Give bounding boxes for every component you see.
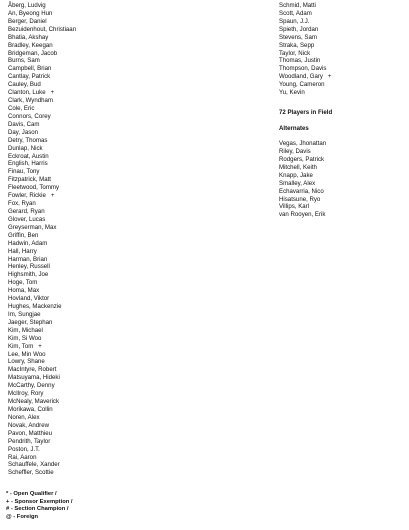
player-row [8,446,208,454]
player-row [8,248,208,256]
alternates-list [279,140,404,219]
player-row [8,2,208,10]
player-row [8,153,208,161]
player-row [8,469,208,477]
player-name: An, Byeong Hun [8,9,53,17]
player-row [8,137,208,145]
player-row [8,327,208,335]
player-name: Eckroat, Austin [8,152,49,160]
player-name: McNealy, Maverick [8,398,60,406]
player-name: English, Harris [8,160,48,168]
player-name: Åberg, Ludvig [8,2,46,9]
player-row [8,176,208,184]
player-name: Taylor, Nick [279,49,311,57]
player-name: Fitzpatrick, Matt [8,176,52,184]
player-row [8,168,208,176]
player-row [8,382,208,390]
player-name: Detry, Thomas [8,136,48,144]
player-name: Connors, Corey [8,112,51,120]
player-row [8,224,208,232]
player-row [8,454,208,462]
player-name: Hovland, Viktor [8,295,50,303]
player-name: MacIntyre, Robert [8,366,57,374]
legend-line: # - Section Champion / [6,506,69,512]
legend-line: @ - Foreign [6,513,39,520]
player-row [8,422,208,430]
player-row [8,303,208,311]
spacer [279,117,404,124]
player-name: Schauffele, Xander [8,461,60,469]
player-row [8,113,208,121]
alternate-row: Rodgers, Patrick [279,155,325,163]
players-column-right [279,2,404,219]
player-row [8,18,208,26]
player-name: Stevens, Sam [279,33,317,41]
player-name: Pendrith, Taylor [8,437,51,445]
player-name: Young, Cameron [279,81,325,89]
player-name: Cantlay, Patrick [8,73,51,81]
player-row [8,351,208,359]
player-name: Dunlap, Nick [8,144,43,152]
player-row [8,73,208,81]
player-name: Hall, Harry [8,247,37,255]
players-list-right [279,2,404,97]
player-name: Morikawa, Collin [8,406,53,414]
player-name: Kim, Tom [8,342,34,350]
player-name: McCarthy, Denny [8,382,55,390]
legend-line: + - Sponsor Exemption / [6,498,73,505]
player-row [8,129,208,137]
player-name: Bezuidenhout, Christiaan [8,25,77,33]
player-name: Campbell, Brian [8,65,52,73]
player-row [8,374,208,382]
alternate-row: Vegas, Jhonattan [279,140,327,148]
player-row [8,430,208,438]
player-name: Fowler, Rickie [8,192,46,200]
player-name: Fox, Ryan [8,200,36,208]
player-name: Rai, Aaron [8,453,37,461]
player-row [8,319,208,327]
player-name: Day, Jason [8,128,39,136]
alternate-row: Riley, Davis [279,147,311,155]
player-name: Henley, Russell [8,263,50,271]
player-row [8,271,208,279]
player-name: Schmid, Matti [279,2,316,9]
spacer [279,97,404,108]
player-row [8,10,208,18]
player-row [8,216,208,224]
player-name: Bhatia, Akshay [8,33,49,41]
sponsor-exemption-mark: + [50,193,55,200]
player-row [8,200,208,208]
player-row [279,26,404,34]
player-name: Straka, Sepp [279,41,315,49]
player-name: Bradley, Keegan [8,41,53,49]
player-row [8,65,208,73]
player-row [8,160,208,168]
player-row [279,89,404,97]
player-name: Hadwin, Adam [8,239,48,247]
alternate-row: Hisatsune, Ryo [279,195,321,203]
player-row [8,287,208,295]
player-name: Im, Sungjae [8,310,41,318]
player-row [279,57,404,65]
player-name: Homa, Max [8,287,40,295]
player-name: Yu, Kevin [279,89,305,97]
player-row [8,358,208,366]
player-name: Finau, Tony [8,168,40,176]
player-name: Scott, Adam [279,9,312,17]
sponsor-exemption-mark: + [38,343,42,350]
spacer [279,133,404,140]
legend [6,491,73,521]
player-row [8,232,208,240]
player-name: Spieth, Jordan [279,25,319,33]
player-name: Clanton, Luke [8,89,46,97]
sponsor-exemption-mark: + [327,74,332,81]
player-row [8,335,208,343]
player-row [8,81,208,89]
player-row [279,65,404,73]
player-name: Griffin, Ben [8,231,39,239]
alternate-row: Echavarria, Nico [279,187,324,195]
player-name: Gerard, Ryan [8,207,45,215]
player-row [279,2,404,10]
player-name: Kim, Michael [8,326,43,334]
sponsor-exemption-mark: + [50,90,55,97]
alternate-row: Smalley, Alex [279,179,316,187]
field-count-heading: 72 Players in Field [279,109,333,117]
player-name: Noren, Alex [8,413,40,421]
player-name: Kim, Si Woo [8,334,42,342]
player-row [8,256,208,264]
player-name: Thomas, Justin [279,57,321,65]
legend-line: * - Open Qualifier / [6,491,57,497]
player-row [8,42,208,50]
player-name: Poston, J.T. [8,445,40,453]
alternate-row: van Rooyen, Erik [279,211,326,219]
player-row [8,89,208,97]
player-name: Burns, Sam [8,57,40,65]
player-name: Scheffler, Scottie [8,469,54,477]
player-name: Davis, Cam [8,120,40,128]
player-name: Cauley, Bud [8,81,41,89]
player-row [8,390,208,398]
player-name: Hoge, Tom [8,279,38,287]
player-row [8,406,208,414]
player-row [8,398,208,406]
player-row [279,81,404,89]
player-row [8,279,208,287]
alternate-row: Mitchell, Keith [279,163,317,171]
player-row [279,10,404,18]
player-row [279,50,404,58]
player-name: Berger, Daniel [8,17,47,25]
player-name: Novak, Andrew [8,421,49,429]
player-row [8,97,208,105]
player-row [8,438,208,446]
player-row [8,26,208,34]
player-row [8,208,208,216]
player-row [8,105,208,113]
player-name: Spaun, J.J. [279,17,310,25]
player-name: Lowry, Shane [8,358,45,366]
player-name: Jaeger, Stephan [8,318,53,326]
player-name: Fleetwood, Tommy [8,184,60,192]
player-row [8,366,208,374]
player-row [8,461,208,469]
player-name: Matsuyama, Hideki [8,374,60,382]
player-name: Woodland, Gary [279,73,323,81]
player-name: Greyserman, Max [8,223,57,231]
player-row [8,263,208,271]
player-row [8,240,208,248]
player-row [279,34,404,42]
alternates-heading: Alternates [279,125,309,133]
player-row [8,414,208,422]
player-row [8,50,208,58]
player-row [8,184,208,192]
player-row [279,42,404,50]
player-name: Pavon, Matthieu [8,429,53,437]
player-name: Harman, Brian [8,255,48,263]
player-name: Cole, Eric [8,104,35,112]
alternate-row: Villips, Karl [279,203,310,211]
player-name: Glover, Lucas [8,215,46,223]
player-row [8,192,208,200]
player-name: Lee, Min Woo [8,350,46,358]
player-row [279,73,404,81]
player-row [8,57,208,65]
player-row [279,18,404,26]
player-row [8,145,208,153]
player-name: McIlroy, Rory [8,390,44,398]
player-row [8,311,208,319]
player-row [8,295,208,303]
players-list-left [8,2,208,477]
player-row [8,121,208,129]
alternate-row: Knapp, Jake [279,171,313,179]
player-row [8,34,208,42]
player-name: Bridgeman, Jacob [8,49,58,57]
player-name: Clark, Wyndham [8,97,53,105]
player-name: Hughes, Mackenzie [8,303,62,311]
player-name: Thompson, Davis [279,65,327,73]
player-row [8,343,208,351]
player-name: Highsmith, Joe [8,271,49,279]
